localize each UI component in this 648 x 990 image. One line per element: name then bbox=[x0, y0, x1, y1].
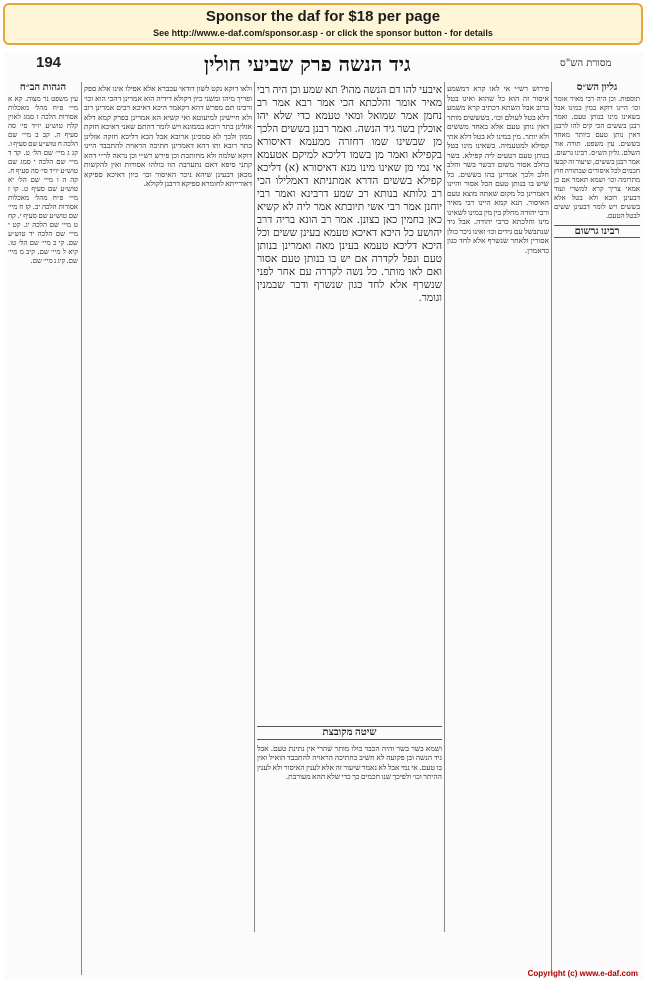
page-header bbox=[4, 52, 644, 82]
rashi-text: פירוש רש״י אי לאו קרא דמשמע איסור זה הוא כל שהוא ואינו בטל ברוב אבל השתא דכתיב קרא משמע דלא בטל לעולם וכו׳. בשששים מותר דאין נותן טעם אלא באחד מששים ולא יותר. מין במינו לא בטל דלא אתי קפילא למטעמיה. בשאינו מינו בטל בנותן טעם דטעים ליה קפילא. בשר בחלב אסור משום דבשר בשר וחלב חלב ולכך אמרינן בהו בששים. כל שיש בו בנותן טעם הכל אסור והיינו דאמרינן כל מקום שאתה מוצא טעם האיסור. תנא קמא היינו רבי מאיר ורבי יהודה מחלק בין מין במינו לשאינו מינו והלכתא כרבי יהודה. אבל גיד שנתבשל עם גידים וכו׳ ואינו ניכר כולן אסורין ולאחר שנשרף אלא לחד כגון כדאמרן. bbox=[447, 84, 549, 255]
right-margin-text: תוספות. וכן היה רבי מאיר אומר וכו׳ היינו דוקא במין במינו אבל בשאינו מינו בנותן טעם. ואמר רבנן בששים הכי קים להו לרבנן דאין נותן טעם ביותר מאחד בששים. עין משפט. תורה אור השלם. גליון הש״ס. רבינו גרשום. אמר רבנן בששים, שיעור זה קבעו חכמים לכל איסורים שבתורה חוץ מתרומה וכו׳ ושמא תאמר אם כן אמאי צריך קרא למשרי ועוד דבעינן רובא ולא בטל אלא בששים ויש לומר דבעינן ששים לבטל הטעם. bbox=[554, 95, 640, 220]
inner-commentary-column bbox=[84, 84, 252, 934]
divider bbox=[254, 82, 255, 932]
gemara-lower-column bbox=[257, 722, 442, 934]
talmud-page bbox=[4, 52, 644, 980]
masoret-label: מסורת הש"ס bbox=[560, 58, 612, 69]
hagahot-label: הגהות הב״ח bbox=[19, 82, 67, 93]
gershom-label: רבינו גרשום bbox=[554, 225, 640, 238]
gilyon-label: גליון הש״ס bbox=[576, 82, 618, 93]
folio-number: 194 bbox=[36, 54, 62, 71]
left-margin-text: עין משפט נר מצוה. קא א מיי׳ פ״ח מהל׳ מאכלות אסורות הלכה ז סמג לאוין קלח טוש״ע יו״ד סי׳ סה סעיף ה. קב ב מיי׳ שם הלכה ח טוש״ע שם סעיף ו. קג ג מיי׳ שם הל׳ ט. קד ד מיי׳ שם הלכה י סמג שם טוש״ע יו״ד סי׳ סה סעיף ח. קה ה ו מיי׳ שם הל׳ יא טוש״ע שם סעיף ט. קו ז מיי׳ פ״ח מהל׳ מאכלות אסורות הלכה יב. קז ח מיי׳ שם טוש״ע שם סעיף י. קח ט מיי׳ שם הלכה יג. קט י מיי׳ שם הלכה יד טוש״ע שם. קי כ מיי׳ שם הל׳ טו. קיא ל מיי׳ שם. קיב מ מיי׳ שם. קיג נ מיי׳ שם. bbox=[8, 95, 78, 265]
inner-commentary-text: ולאו דוקא נקט לשון דודאי עכברא אלא אפילו אינו אלא ספק ופריך מיהו ומשני כיון דקולא דידיה הוא אמרינן דהכי הוא וכו׳ ורבינו תם מפרש דהא דקאמר היכא דאיכא רבים אמרינן רוב ולא חיישינן למיעוטא ואי קשיא הא אמרינן בפרק קמא דלא אזלינן בתר רובא בממונא ויש לומר דהתם שאני דאיכא חזקת ממון ולכך לא סמכינן ארובא אבל הכא דליכא חזקה אזלינן בתר רובא ותו דהא דאמרינן חתיכה הראויה להתכבד היינו דוקא שלמה ולא מחותכת וכן פירש רש״י וכן נראה לר״י דהא קתני סיפא דאם נתערבה הוו כולהו אסורות ואין להקשות מכאן דבעינן שיהא ניכר האיסור וכו׳ כיון דאיכא ספיקא דאורייתא לחומרא ספיקא דרבנן לקולא. bbox=[84, 84, 252, 188]
footer-commentary-text: ושמא בשר בשר והיה הכבד כולו מותר שהרי אין נתינת טעם. אבל גיד הנשה ובן פקועה לא חשיב כחתיכה הראויה להתכבד הואיל ואין בו טעם. אי נמי אבל לא נאמר שיעור זה אלא לענין האיסור ולא לענין ההיתר וכו׳ ולפיכך שנו חכמים כך כדי שלא תהא מעורבת. bbox=[257, 743, 442, 781]
divider bbox=[444, 82, 445, 932]
page-title: גיד הנשה פרק שביעי חולין bbox=[204, 52, 411, 76]
left-margin-column bbox=[8, 80, 78, 975]
gemara-column bbox=[257, 84, 442, 714]
rashi-column bbox=[447, 84, 549, 934]
copyright-link[interactable]: Copyright (c) www.e-daf.com bbox=[527, 969, 638, 978]
sponsor-banner[interactable] bbox=[3, 3, 643, 45]
divider bbox=[81, 82, 82, 975]
right-margin-column bbox=[554, 80, 640, 975]
shita-label: שיטה מקובצת bbox=[257, 726, 442, 740]
sponsor-title[interactable]: Sponsor the daf for $18 per page bbox=[205, 8, 441, 25]
sponsor-subtitle[interactable]: See http://www.e-daf.com/sponsor.asp - or click the sponsor button - for details bbox=[153, 28, 493, 38]
divider bbox=[551, 82, 552, 975]
gemara-text: איבעי להו דם הנשה מהו? תא שמע וכן היה רבי מאיר אומר והלכתא הכי אמר רבא אמר רב נחמן אמר שמואל ומאי טעמא כדי שלא יהו אוכלין בשר גיד הנשה. ואמר רבנן בששים הלכך מן שבשינו שמו דחזרה ממעמא דאיסורא בקפילא ואמר מן בשמו דליכא למיקם אטעמא אי נמי מן שאינו מינו מנא דאיסורא (א) דליכא קפילא בששים הדרא אמתניתא דאמלילו הכי רב גלותא בנותא רב שמע דרבינא ואמר רבי יוחנן אמר רבי אשי תיובתא אמר ליה לא קשיא כאן בחמין כאן בצונן. אמר רב הונא בריה דרב יהושע כל היכא דאיכא טעמא בעינן ששים וכל היכא דליכא טעמא בעינן מאה ואמרינן בנותן טעם ונפל לקדרה אם יש בו בנותן טעם אסור ואם לאו מותר. כל נשה לקדרה עם אחר לפני שנשרף אלא לחד כגון שנשרף ודבר שבמנין וגומר. bbox=[257, 84, 442, 304]
